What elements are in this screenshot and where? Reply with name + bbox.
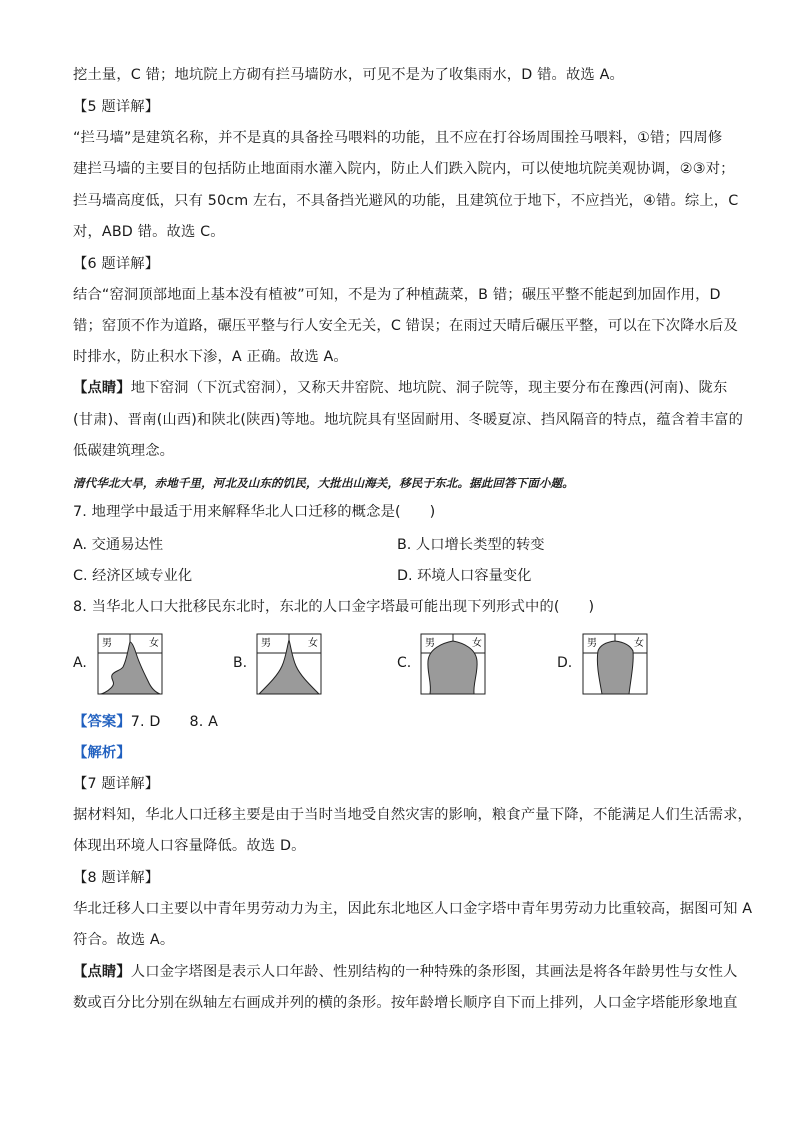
q7-option-d: D. 环境人口容量变化 — [397, 568, 532, 584]
male-label: 男 — [261, 638, 271, 649]
section-heading-8: 【8 题详解】 — [73, 870, 160, 886]
pyramid-figure-d — [582, 633, 648, 699]
text-line: 华北迁移人口主要以中青年男劳动力为主，因此东北地区人口金字塔中青年男劳动力比重较高，据图可知 A — [73, 901, 753, 917]
text-line: 体现出环境人口容量降低。故选 D。 — [73, 838, 306, 854]
question-8-stem: 8. 当华北人口大批移民东北时，东北的人口金字塔最可能出现下列形式中的( ) — [73, 599, 595, 615]
section-heading-6: 【6 题详解】 — [73, 256, 160, 272]
text-line: 建拦马墙的主要目的包括防止地面雨水灌入院内，防止人们跌入院内，可以使地坑院美观协调，②③对； — [73, 161, 735, 177]
figure-label-a: A. — [73, 655, 87, 671]
q7-option-a: A. 交通易达性 — [73, 537, 164, 553]
tip-text: 地下窑洞（下沉式窑洞），又称天井窑院、地坑院、洞子院等，现主要分布在豫西(河南)、陇东 — [130, 380, 728, 396]
text-line: 结合“窑洞顶部地面上基本没有植被”可知，不是为了种植蔬菜，B 错；碾压平整不能起到加固作用，D — [73, 287, 721, 303]
female-label: 女 — [308, 638, 318, 649]
answer-line — [73, 712, 733, 732]
pyramid-figure-a — [97, 633, 163, 699]
text-line: “拦马墙”是建筑名称，并不是真的具备拴马喂料的功能，且不应在打谷场周围拴马喂料，①错；四周修 — [73, 130, 723, 146]
q7-option-c: C. 经济区域专业化 — [73, 568, 193, 584]
q7-option-b: B. 人口增长类型的转变 — [397, 537, 545, 553]
female-label: 女 — [634, 638, 644, 649]
analysis-tag: 【解析】 — [73, 745, 131, 761]
female-label: 女 — [149, 638, 159, 649]
question-material: 清代华北大旱，赤地千里，河北及山东的饥民，大批出山海关，移民于东北。据此回答下面小题。 — [73, 476, 574, 490]
question-7-stem: 7. 地理学中最适于用来解释华北人口迁移的概念是( ) — [73, 504, 436, 520]
section-heading-5: 【5 题详解】 — [73, 99, 160, 115]
male-label: 男 — [587, 638, 597, 649]
tip-text: 低碳建筑理念。 — [73, 443, 175, 459]
text-line: 错；窑顶不作为道路，碾压平整与行人安全无关，C 错误；在雨过天晴后碾压平整，可以在下次降水后及 — [73, 318, 738, 334]
text-line: 拦马墙高度低，只有 50cm 左右，不具备挡光避风的功能，且建筑位于地下，不应挡光，④错。综上，C — [73, 193, 739, 209]
pyramid-figure-c — [420, 633, 486, 699]
male-label: 男 — [102, 638, 112, 649]
tip-tag: 【点睛】 — [73, 964, 131, 980]
text-line: 时排水，防止积水下渗，A 正确。故选 A。 — [73, 349, 348, 365]
tip-text: 人口金字塔图是表示人口年龄、性别结构的一种特殊的条形图，其画法是将各年龄男性与女性人 — [130, 964, 738, 980]
tip-paragraph-line — [73, 962, 738, 982]
figure-label-c: C. — [397, 655, 412, 671]
female-label: 女 — [472, 638, 482, 649]
male-label: 男 — [425, 638, 435, 649]
tip-text: (甘肃)、晋南(山西)和陕北(陕西)等地。地坑院具有坚固耐用、冬暖夏凉、挡风隔音的特点，蕴含着丰富的 — [73, 412, 744, 428]
pyramid-figure-b — [256, 633, 322, 699]
text-line: 符合。故选 A。 — [73, 932, 175, 948]
figure-label-d: D. — [557, 655, 573, 671]
tip-paragraph-line — [73, 378, 733, 398]
figure-label-b: B. — [233, 655, 248, 671]
answer-text: 7. D 8. A — [130, 714, 219, 730]
text-line: 据材料知，华北人口迁移主要是由于当时当地受自然灾害的影响，粮食产量下降，不能满足人们生活需求， — [73, 807, 752, 823]
text-line: 挖土量，C 错；地坑院上方砌有拦马墙防水，可见不是为了收集雨水，D 错。故选 A。 — [73, 67, 624, 83]
tip-text: 数或百分比分别在纵轴左右画成并列的横的条形。按年龄增长顺序自下而上排列，人口金字塔能形象地直 — [73, 995, 738, 1011]
text-line: 对，ABD 错。故选 C。 — [73, 224, 225, 240]
answer-tag: 【答案】 — [73, 714, 131, 730]
section-heading-7: 【7 题详解】 — [73, 776, 160, 792]
tip-tag: 【点睛】 — [73, 380, 131, 396]
